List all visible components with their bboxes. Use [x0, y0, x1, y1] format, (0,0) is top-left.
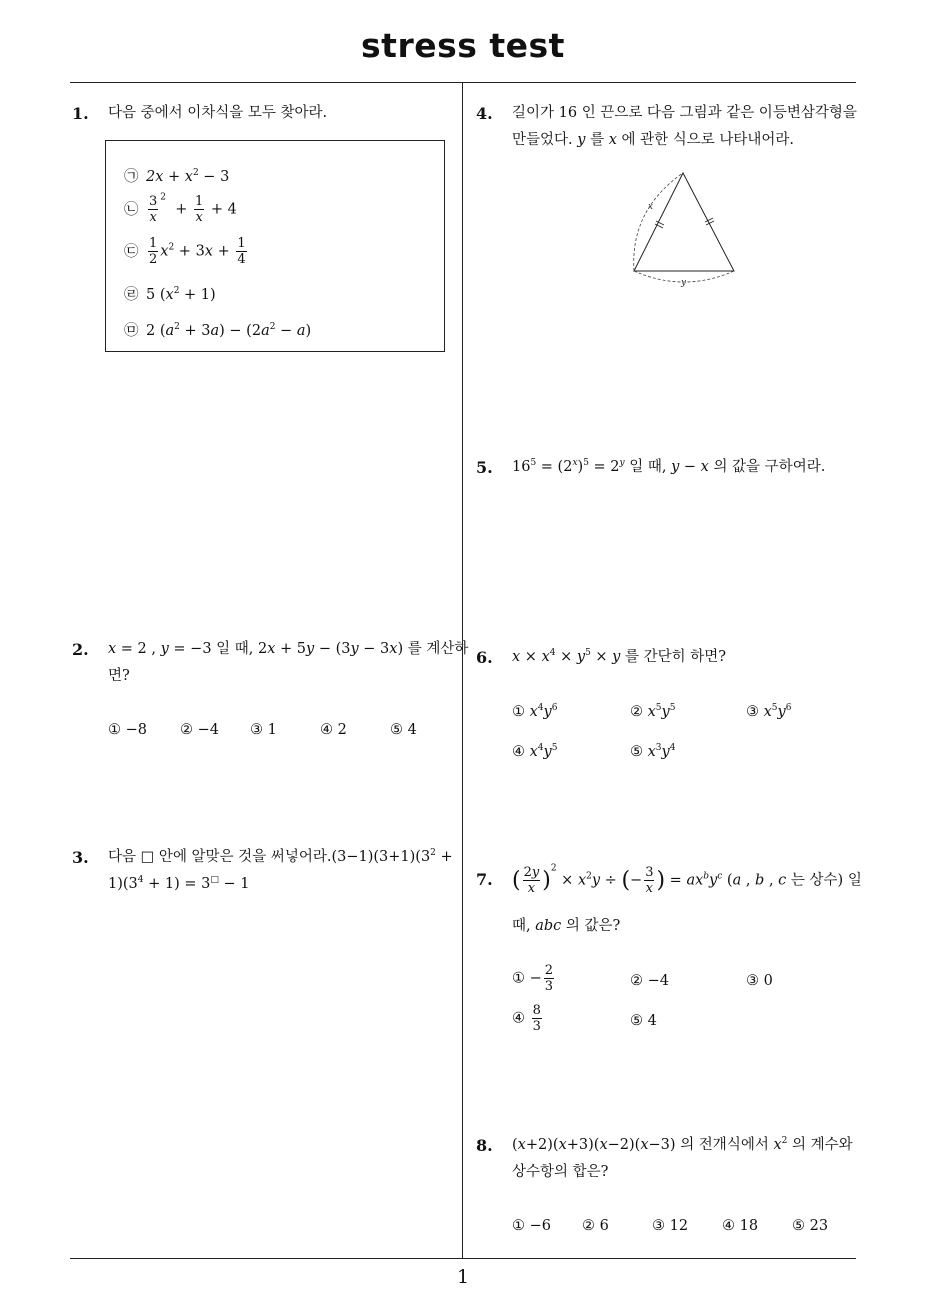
side-label: x [648, 202, 654, 212]
question-number: 3. [72, 848, 89, 867]
question-text: x = 2 , y = −3 일 때, 2x + 5y − (3y − 3x) 를 계산하 [108, 641, 469, 657]
choice[interactable]: ⑤ 4 [390, 722, 417, 738]
choice[interactable]: ④ 18 [722, 1218, 759, 1234]
item-marker: ㉢ [124, 243, 139, 260]
choices-q2 [108, 722, 448, 742]
choice[interactable]: ④ 2 [320, 722, 347, 738]
expression-item: ㉤ 2 $(a^2 + 3a) - (2a^2 - a)$ [124, 319, 311, 340]
isosceles-triangle-figure [620, 165, 750, 295]
choice[interactable]: ② $x^5y^5$ [630, 703, 676, 720]
question-text: ( $\frac{2y}{x}$ )$^2 \times x^2y$ ÷ (− $\frac{3}{x}$ ) = $ax^by^c$ (a , b , c 는 상수) 일 [512, 863, 862, 896]
choice[interactable]: ③ 1 [250, 722, 277, 738]
question-number: 1. [72, 104, 89, 123]
choices-q6 [512, 704, 852, 764]
choice[interactable]: ③ 12 [652, 1218, 689, 1234]
choice[interactable]: ① −6 [512, 1218, 551, 1234]
choice[interactable]: ④ $x^4y^5$ [512, 743, 558, 760]
question-text-line2: 때, abc 의 값은? [512, 918, 621, 934]
base-label: y [681, 278, 687, 288]
item-marker: ㉡ [124, 201, 139, 218]
page-title: stress test [361, 26, 565, 65]
question-text-line2: 만들었다. y 를 x 에 관한 식으로 나타내어라. [512, 132, 794, 148]
page-number: 1 [456, 1266, 470, 1288]
question-text-line2: $1)(3^4 + 1) = 3^□ - 1$ [108, 875, 250, 892]
choices-q8 [512, 1218, 852, 1238]
item-marker: ㉣ [124, 287, 139, 303]
question-number: 2. [72, 640, 89, 659]
question-text-line2: 상수항의 합은? [512, 1164, 609, 1180]
top-rule [70, 82, 856, 83]
question-text: 다음 □ 안에 알맞은 것을 써넣어라$.(3-1)(3+1)(3^2$ + [108, 848, 453, 865]
item-marker: ㉤ [124, 323, 139, 339]
choice[interactable]: ② −4 [180, 722, 219, 738]
question-text: 다음 중에서 이차식을 모두 찾아라. [108, 105, 328, 121]
choice[interactable]: ③ 0 [746, 973, 773, 989]
question-text: 길이가 16 인 끈으로 다음 그림과 같은 이등변삼각형을 [512, 105, 857, 121]
question-number: 8. [476, 1136, 493, 1155]
choice[interactable]: ④ $\frac{8}{3}$ [512, 1003, 541, 1034]
question-text: (x+2)(x+3)(x−2)(x−3) 의 전개식에서 $x^2$ 의 계수와 [512, 1136, 853, 1153]
choice[interactable]: ⑤ 4 [630, 1013, 657, 1029]
expression-box [105, 140, 445, 352]
choice[interactable]: ① $x^4y^6$ [512, 703, 558, 720]
question-number: 4. [476, 104, 493, 123]
choice[interactable]: ⑤ 23 [792, 1218, 829, 1234]
question-text: $16^5 = (2^x)^5 = 2^y$ 일 때, y − x 의 값을 구하여라. [512, 458, 826, 475]
choice[interactable]: ③ $x^5y^6$ [746, 703, 792, 720]
expression-item: ㉡ $\frac{3}{x}$ $^2$ + $\frac{1}{x}$ + 4 [124, 192, 237, 225]
expression-item: ㉠ $2x + x^2 - 3$ [124, 165, 229, 186]
choice[interactable]: ① −8 [108, 722, 147, 738]
choice[interactable]: ② 6 [582, 1218, 609, 1234]
question-number: 5. [476, 458, 493, 477]
choice[interactable]: ⑤ $x^3y^4$ [630, 743, 676, 760]
question-text-line2: 면? [108, 668, 130, 684]
choices-q7 [512, 964, 852, 1044]
item-marker: ㉠ [124, 169, 139, 185]
question-number: 6. [476, 648, 493, 667]
choice[interactable]: ① − $\frac{2}{3}$ [512, 963, 554, 994]
expression-item: ㉢ $\frac{1}{2}$ $x^2 + 3x$ + $\frac{1}{4}$ [124, 236, 246, 267]
bottom-rule [70, 1258, 856, 1259]
question-text: $x \times x^4 \times y^5 \times y$ 를 간단히 하면? [512, 648, 727, 665]
choice[interactable]: ② −4 [630, 973, 669, 989]
question-number: 7. [476, 870, 493, 889]
expression-item: ㉣ 5 $(x^2 + 1)$ [124, 283, 216, 304]
column-divider [462, 82, 463, 1259]
